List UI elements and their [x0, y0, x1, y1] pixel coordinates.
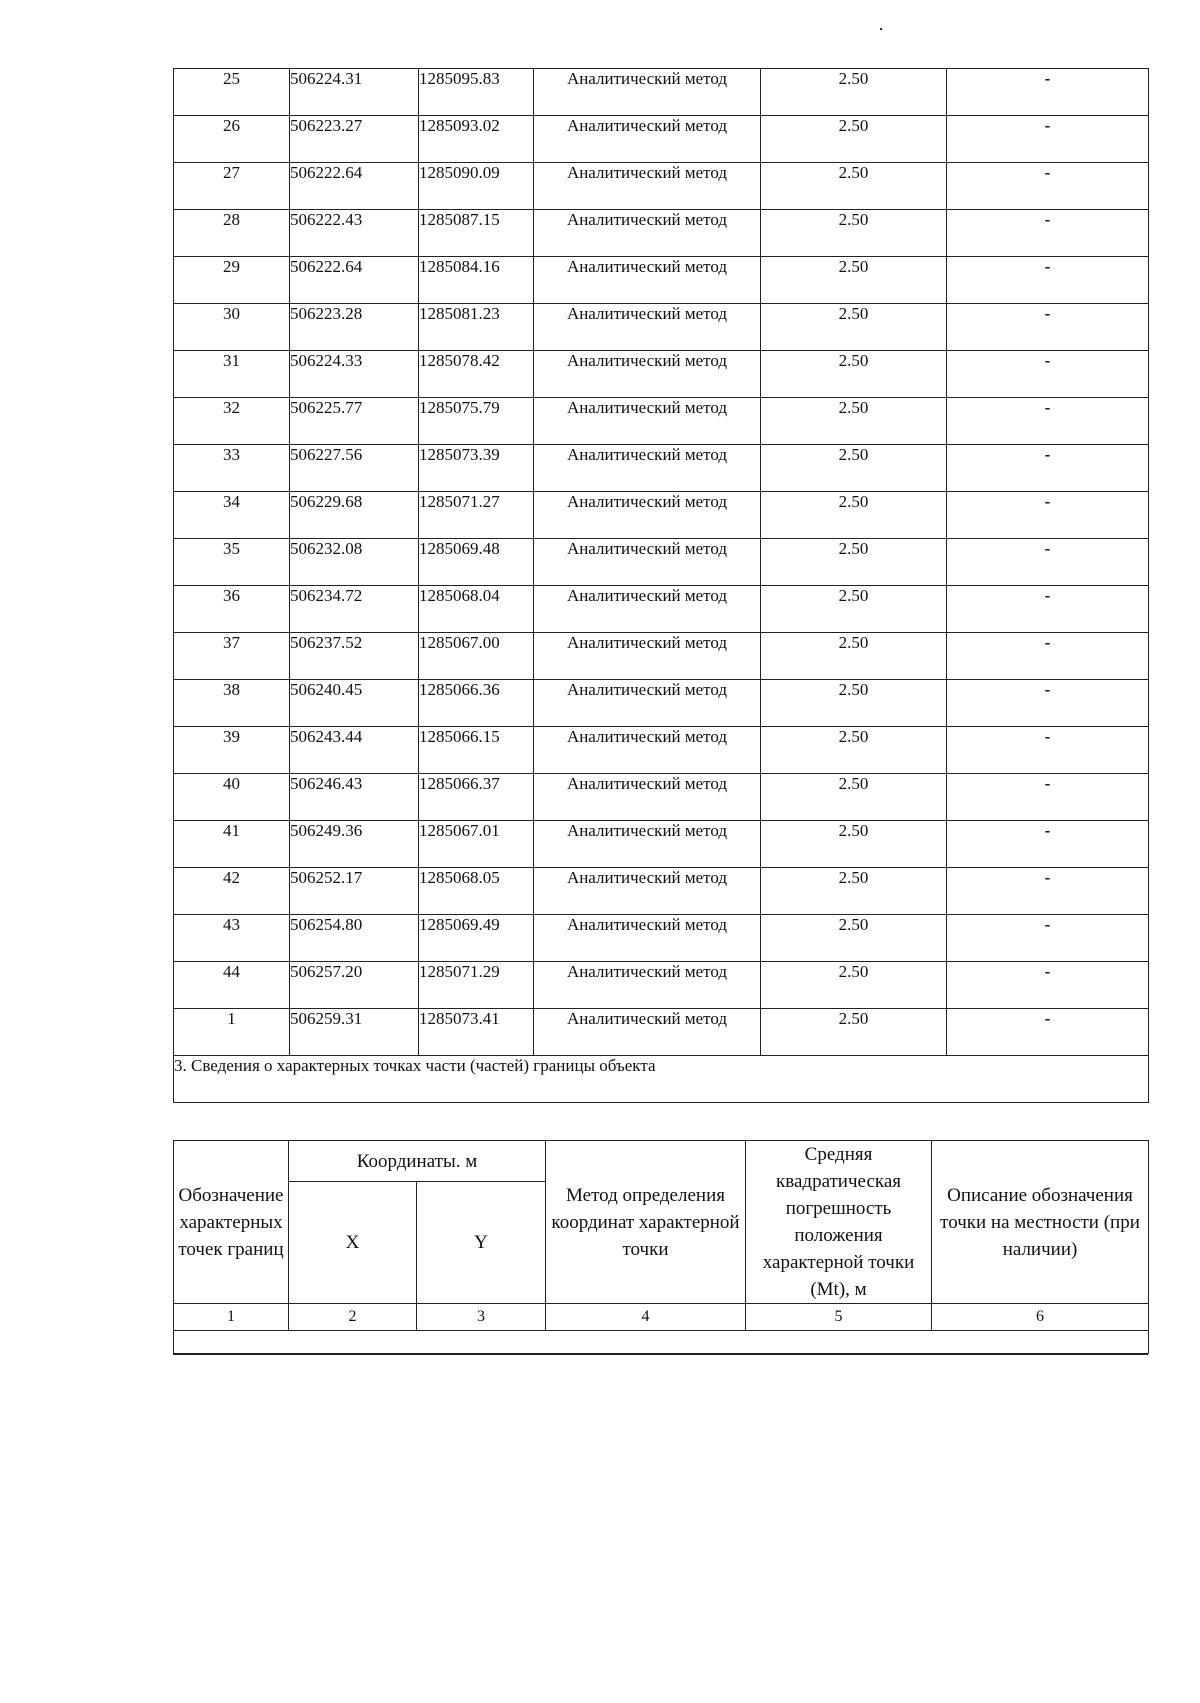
point-number: 38: [174, 680, 290, 727]
mean-error: 2.50: [761, 727, 947, 774]
method: Аналитический метод: [534, 116, 761, 163]
table-row: [174, 163, 1149, 210]
mean-error: 2.50: [761, 398, 947, 445]
point-description: -: [947, 868, 1149, 915]
points-table-body: [174, 69, 1149, 1056]
point-number: 33: [174, 445, 290, 492]
mean-error: 2.50: [761, 445, 947, 492]
method: Аналитический метод: [534, 398, 761, 445]
coord-x: 506224.31: [290, 69, 419, 116]
coord-x: 506223.27: [290, 116, 419, 163]
coord-x: 506249.36: [290, 821, 419, 868]
method: Аналитический метод: [534, 727, 761, 774]
parts-header-row-1: [174, 1141, 1149, 1182]
method: Аналитический метод: [534, 821, 761, 868]
table-row: [174, 304, 1149, 351]
mean-error: 2.50: [761, 633, 947, 680]
mean-error: 2.50: [761, 116, 947, 163]
table-row: [174, 633, 1149, 680]
point-description: -: [947, 633, 1149, 680]
table-row: [174, 727, 1149, 774]
table-row: [174, 116, 1149, 163]
coord-y: 1285069.49: [419, 915, 534, 962]
header-description: Описание обозначения точки на местности (при наличии): [932, 1141, 1149, 1304]
mean-error: 2.50: [761, 915, 947, 962]
coord-x: 506259.31: [290, 1009, 419, 1056]
point-number: 1: [174, 1009, 290, 1056]
coord-x: 506223.28: [290, 304, 419, 351]
point-number: 28: [174, 210, 290, 257]
coord-y: 1285066.37: [419, 774, 534, 821]
method: Аналитический метод: [534, 445, 761, 492]
point-description: -: [947, 727, 1149, 774]
method: Аналитический метод: [534, 539, 761, 586]
boundary-points-table: [173, 68, 1149, 1103]
coord-x: 506222.43: [290, 210, 419, 257]
method: Аналитический метод: [534, 868, 761, 915]
point-number: 40: [174, 774, 290, 821]
coord-x: 506240.45: [290, 680, 419, 727]
coord-y: 1285068.05: [419, 868, 534, 915]
mean-error: 2.50: [761, 586, 947, 633]
point-number: 41: [174, 821, 290, 868]
coord-y: 1285073.39: [419, 445, 534, 492]
coord-y: 1285066.36: [419, 680, 534, 727]
header-coordinates: Координаты. м: [289, 1141, 546, 1182]
method: Аналитический метод: [534, 962, 761, 1009]
coord-x: 506232.08: [290, 539, 419, 586]
coord-x: 506252.17: [290, 868, 419, 915]
mean-error: 2.50: [761, 257, 947, 304]
mean-error: 2.50: [761, 539, 947, 586]
method: Аналитический метод: [534, 69, 761, 116]
coord-y: 1285090.09: [419, 163, 534, 210]
point-number: 34: [174, 492, 290, 539]
coord-y: 1285068.04: [419, 586, 534, 633]
point-number: 36: [174, 586, 290, 633]
point-number: 43: [174, 915, 290, 962]
mean-error: 2.50: [761, 351, 947, 398]
mean-error: 2.50: [761, 1009, 947, 1056]
column-number: 2: [289, 1304, 417, 1331]
mean-error: 2.50: [761, 962, 947, 1009]
point-number: 32: [174, 398, 290, 445]
part-boundary-points-table: [173, 1140, 1149, 1354]
column-number: 3: [417, 1304, 546, 1331]
table-row: [174, 962, 1149, 1009]
column-number: 1: [174, 1304, 289, 1331]
column-number: 6: [932, 1304, 1149, 1331]
parts-empty-row: [174, 1331, 1149, 1354]
table-row: [174, 69, 1149, 116]
point-number: 44: [174, 962, 290, 1009]
coord-y: 1285073.41: [419, 1009, 534, 1056]
point-description: -: [947, 351, 1149, 398]
point-description: -: [947, 774, 1149, 821]
point-description: -: [947, 915, 1149, 962]
section-3-title: 3. Сведения о характерных точках части (частей) границы объекта: [174, 1056, 1149, 1103]
coord-y: 1285075.79: [419, 398, 534, 445]
point-description: -: [947, 539, 1149, 586]
mean-error: 2.50: [761, 210, 947, 257]
coord-x: 506234.72: [290, 586, 419, 633]
coord-x: 506224.33: [290, 351, 419, 398]
table-row: [174, 915, 1149, 962]
method: Аналитический метод: [534, 633, 761, 680]
bottom-table-rule: [173, 1354, 1148, 1355]
method: Аналитический метод: [534, 586, 761, 633]
point-description: -: [947, 116, 1149, 163]
table-row: [174, 774, 1149, 821]
coord-y: 1285071.27: [419, 492, 534, 539]
header-method: Метод определения координат характерной точки: [546, 1141, 746, 1304]
method: Аналитический метод: [534, 680, 761, 727]
mean-error: 2.50: [761, 680, 947, 727]
coord-y: 1285087.15: [419, 210, 534, 257]
mean-error: 2.50: [761, 774, 947, 821]
mean-error: 2.50: [761, 163, 947, 210]
point-description: -: [947, 492, 1149, 539]
coord-x: 506237.52: [290, 633, 419, 680]
point-number: 29: [174, 257, 290, 304]
coord-x: 506246.43: [290, 774, 419, 821]
point-description: -: [947, 680, 1149, 727]
header-y: Y: [417, 1182, 546, 1304]
method: Аналитический метод: [534, 304, 761, 351]
header-x: X: [289, 1182, 417, 1304]
section-3-title-row: [174, 1056, 1149, 1103]
point-description: -: [947, 304, 1149, 351]
method: Аналитический метод: [534, 351, 761, 398]
mean-error: 2.50: [761, 821, 947, 868]
table-row: [174, 821, 1149, 868]
header-designation: Обозначение характерных точек границ: [174, 1141, 289, 1304]
point-number: 42: [174, 868, 290, 915]
coord-x: 506225.77: [290, 398, 419, 445]
table-row: [174, 1009, 1149, 1056]
coord-y: 1285084.16: [419, 257, 534, 304]
point-number: 39: [174, 727, 290, 774]
mean-error: 2.50: [761, 304, 947, 351]
table-row: [174, 351, 1149, 398]
point-number: 31: [174, 351, 290, 398]
point-description: -: [947, 445, 1149, 492]
point-number: 26: [174, 116, 290, 163]
method: Аналитический метод: [534, 492, 761, 539]
table-row: [174, 868, 1149, 915]
coord-y: 1285067.00: [419, 633, 534, 680]
coord-y: 1285067.01: [419, 821, 534, 868]
table-row: [174, 445, 1149, 492]
column-number: 5: [746, 1304, 932, 1331]
parts-column-numbers-row: [174, 1304, 1149, 1331]
table-row: [174, 210, 1149, 257]
table-row: [174, 257, 1149, 304]
point-number: 25: [174, 69, 290, 116]
coord-x: 506229.68: [290, 492, 419, 539]
mean-error: 2.50: [761, 492, 947, 539]
coord-y: 1285093.02: [419, 116, 534, 163]
method: Аналитический метод: [534, 163, 761, 210]
coord-x: 506254.80: [290, 915, 419, 962]
coord-y: 1285066.15: [419, 727, 534, 774]
coord-x: 506222.64: [290, 163, 419, 210]
table-row: [174, 586, 1149, 633]
coord-y: 1285078.42: [419, 351, 534, 398]
point-number: 30: [174, 304, 290, 351]
coord-x: 506243.44: [290, 727, 419, 774]
coord-y: 1285081.23: [419, 304, 534, 351]
point-description: -: [947, 398, 1149, 445]
method: Аналитический метод: [534, 257, 761, 304]
point-description: -: [947, 210, 1149, 257]
coord-x: 506227.56: [290, 445, 419, 492]
table-row: [174, 680, 1149, 727]
method: Аналитический метод: [534, 774, 761, 821]
table-row: [174, 492, 1149, 539]
mean-error: 2.50: [761, 69, 947, 116]
coord-y: 1285095.83: [419, 69, 534, 116]
point-number: 27: [174, 163, 290, 210]
point-description: -: [947, 821, 1149, 868]
point-description: -: [947, 163, 1149, 210]
coord-x: 506222.64: [290, 257, 419, 304]
point-description: -: [947, 257, 1149, 304]
point-description: -: [947, 962, 1149, 1009]
table-row: [174, 539, 1149, 586]
point-number: 37: [174, 633, 290, 680]
scan-speck: [880, 28, 882, 30]
point-description: -: [947, 1009, 1149, 1056]
point-description: -: [947, 586, 1149, 633]
header-error: Средняя квадратическая погрешность положения характерной точки (Mt), м: [746, 1141, 932, 1304]
coord-y: 1285071.29: [419, 962, 534, 1009]
point-description: -: [947, 69, 1149, 116]
table-row: [174, 398, 1149, 445]
method: Аналитический метод: [534, 915, 761, 962]
method: Аналитический метод: [534, 210, 761, 257]
column-number: 4: [546, 1304, 746, 1331]
coord-y: 1285069.48: [419, 539, 534, 586]
empty-cell: [174, 1331, 1149, 1354]
point-number: 35: [174, 539, 290, 586]
coord-x: 506257.20: [290, 962, 419, 1009]
mean-error: 2.50: [761, 868, 947, 915]
method: Аналитический метод: [534, 1009, 761, 1056]
